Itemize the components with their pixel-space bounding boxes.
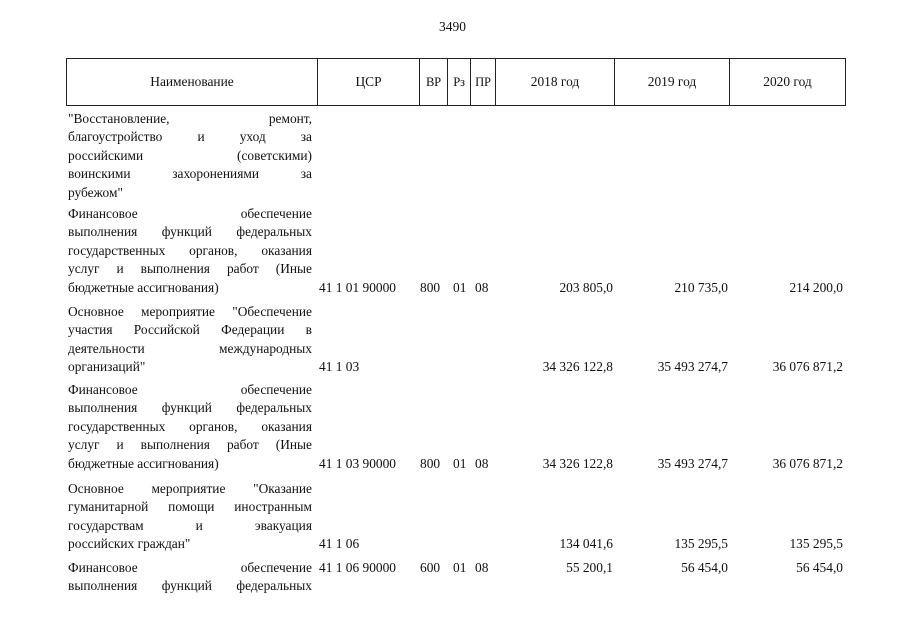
row-csr: 41 1 03 90000 bbox=[319, 455, 396, 471]
row-value-2019: 35 493 274,7 bbox=[657, 455, 728, 471]
row-name bbox=[68, 480, 312, 554]
row-name bbox=[68, 205, 312, 297]
row-name-line: бюджетные ассигнования) bbox=[68, 455, 219, 471]
row-value-2019: 56 454,0 bbox=[681, 560, 728, 575]
row-value-2020: 56 454,0 bbox=[796, 560, 843, 575]
header-rz: Рз bbox=[448, 59, 471, 105]
row-rz: 01 bbox=[453, 279, 467, 295]
row-name-line: российских граждан" bbox=[68, 536, 191, 552]
row-name bbox=[68, 381, 312, 473]
header-csr: ЦСР bbox=[318, 59, 420, 105]
row-vr: 800 bbox=[420, 279, 441, 295]
row-name-line: участия Российской Федерации в bbox=[68, 322, 312, 338]
header-2019: 2019 год bbox=[615, 59, 730, 105]
header-2018: 2018 год bbox=[496, 59, 615, 105]
row-name-line: гуманитарной помощи иностранным bbox=[68, 499, 312, 515]
row-name-line: "Восстановление, ремонт, bbox=[68, 111, 312, 126]
row-csr: 41 1 03 bbox=[319, 359, 360, 375]
row-name-line: государствам и эвакуация bbox=[68, 517, 312, 533]
header-name: Наименование bbox=[67, 59, 318, 105]
row-value-2019: 35 493 274,7 bbox=[657, 359, 728, 375]
row-name bbox=[68, 110, 312, 202]
row-csr: 41 1 06 90000 bbox=[319, 560, 396, 575]
row-name-line: выполнения функций федеральных bbox=[68, 224, 312, 240]
row-name bbox=[68, 303, 312, 377]
row-pr: 08 bbox=[475, 560, 489, 575]
row-name bbox=[68, 559, 312, 596]
row-value-2018: 34 326 122,8 bbox=[542, 359, 613, 375]
row-value-2018: 34 326 122,8 bbox=[542, 455, 613, 471]
row-value-2019: 135 295,5 bbox=[674, 536, 728, 552]
row-value-2018: 203 805,0 bbox=[559, 279, 613, 295]
header-pr: ПР bbox=[471, 59, 496, 105]
row-name-line: услуг и выполнения работ (Иные bbox=[68, 437, 312, 453]
row-name-line: российскими (советскими) bbox=[68, 147, 312, 163]
row-value-2020: 36 076 871,2 bbox=[772, 359, 843, 375]
row-value-2020: 214 200,0 bbox=[789, 279, 843, 295]
row-name-line: организаций" bbox=[68, 359, 146, 375]
table-header bbox=[66, 58, 846, 106]
row-name-line: Финансовое обеспечение bbox=[68, 382, 312, 397]
row-name-line: Основное мероприятие "Обеспечение bbox=[68, 304, 312, 319]
row-name-line: государственных органов, оказания bbox=[68, 242, 312, 258]
row-rz: 01 bbox=[453, 455, 467, 471]
row-name-line: Финансовое обеспечение bbox=[68, 206, 312, 221]
row-name-line: Основное мероприятие "Оказание bbox=[68, 481, 312, 496]
row-csr: 41 1 06 bbox=[319, 536, 360, 552]
row-name-line: выполнения функций федеральных bbox=[68, 578, 312, 594]
row-value-2018: 55 200,1 bbox=[566, 560, 613, 575]
row-name-line: Финансовое обеспечение bbox=[68, 560, 312, 575]
row-value-2018: 134 041,6 bbox=[559, 536, 613, 552]
row-pr: 08 bbox=[475, 279, 489, 295]
row-value-2020: 135 295,5 bbox=[789, 536, 843, 552]
row-name-line: услуг и выполнения работ (Иные bbox=[68, 261, 312, 277]
row-name-line: выполнения функций федеральных bbox=[68, 400, 312, 416]
row-value-2019: 210 735,0 bbox=[674, 279, 728, 295]
row-rz: 01 bbox=[453, 560, 467, 575]
row-vr: 600 bbox=[420, 560, 441, 575]
row-name-line: рубежом" bbox=[68, 184, 123, 200]
row-name-line: воинскими захоронениями за bbox=[68, 166, 312, 182]
header-2020: 2020 год bbox=[763, 74, 812, 89]
row-pr: 08 bbox=[475, 455, 489, 471]
row-name-line: бюджетные ассигнования) bbox=[68, 279, 219, 295]
row-name-line: деятельности международных bbox=[68, 340, 312, 356]
row-name-line: государственных органов, оказания bbox=[68, 418, 312, 434]
row-vr: 800 bbox=[420, 455, 441, 471]
row-value-2020: 36 076 871,2 bbox=[772, 455, 843, 471]
row-csr: 41 1 01 90000 bbox=[319, 279, 396, 295]
header-vr: ВР bbox=[420, 59, 448, 105]
row-name-line: благоустройство и уход за bbox=[68, 129, 312, 145]
page-number: 3490 bbox=[439, 19, 466, 34]
